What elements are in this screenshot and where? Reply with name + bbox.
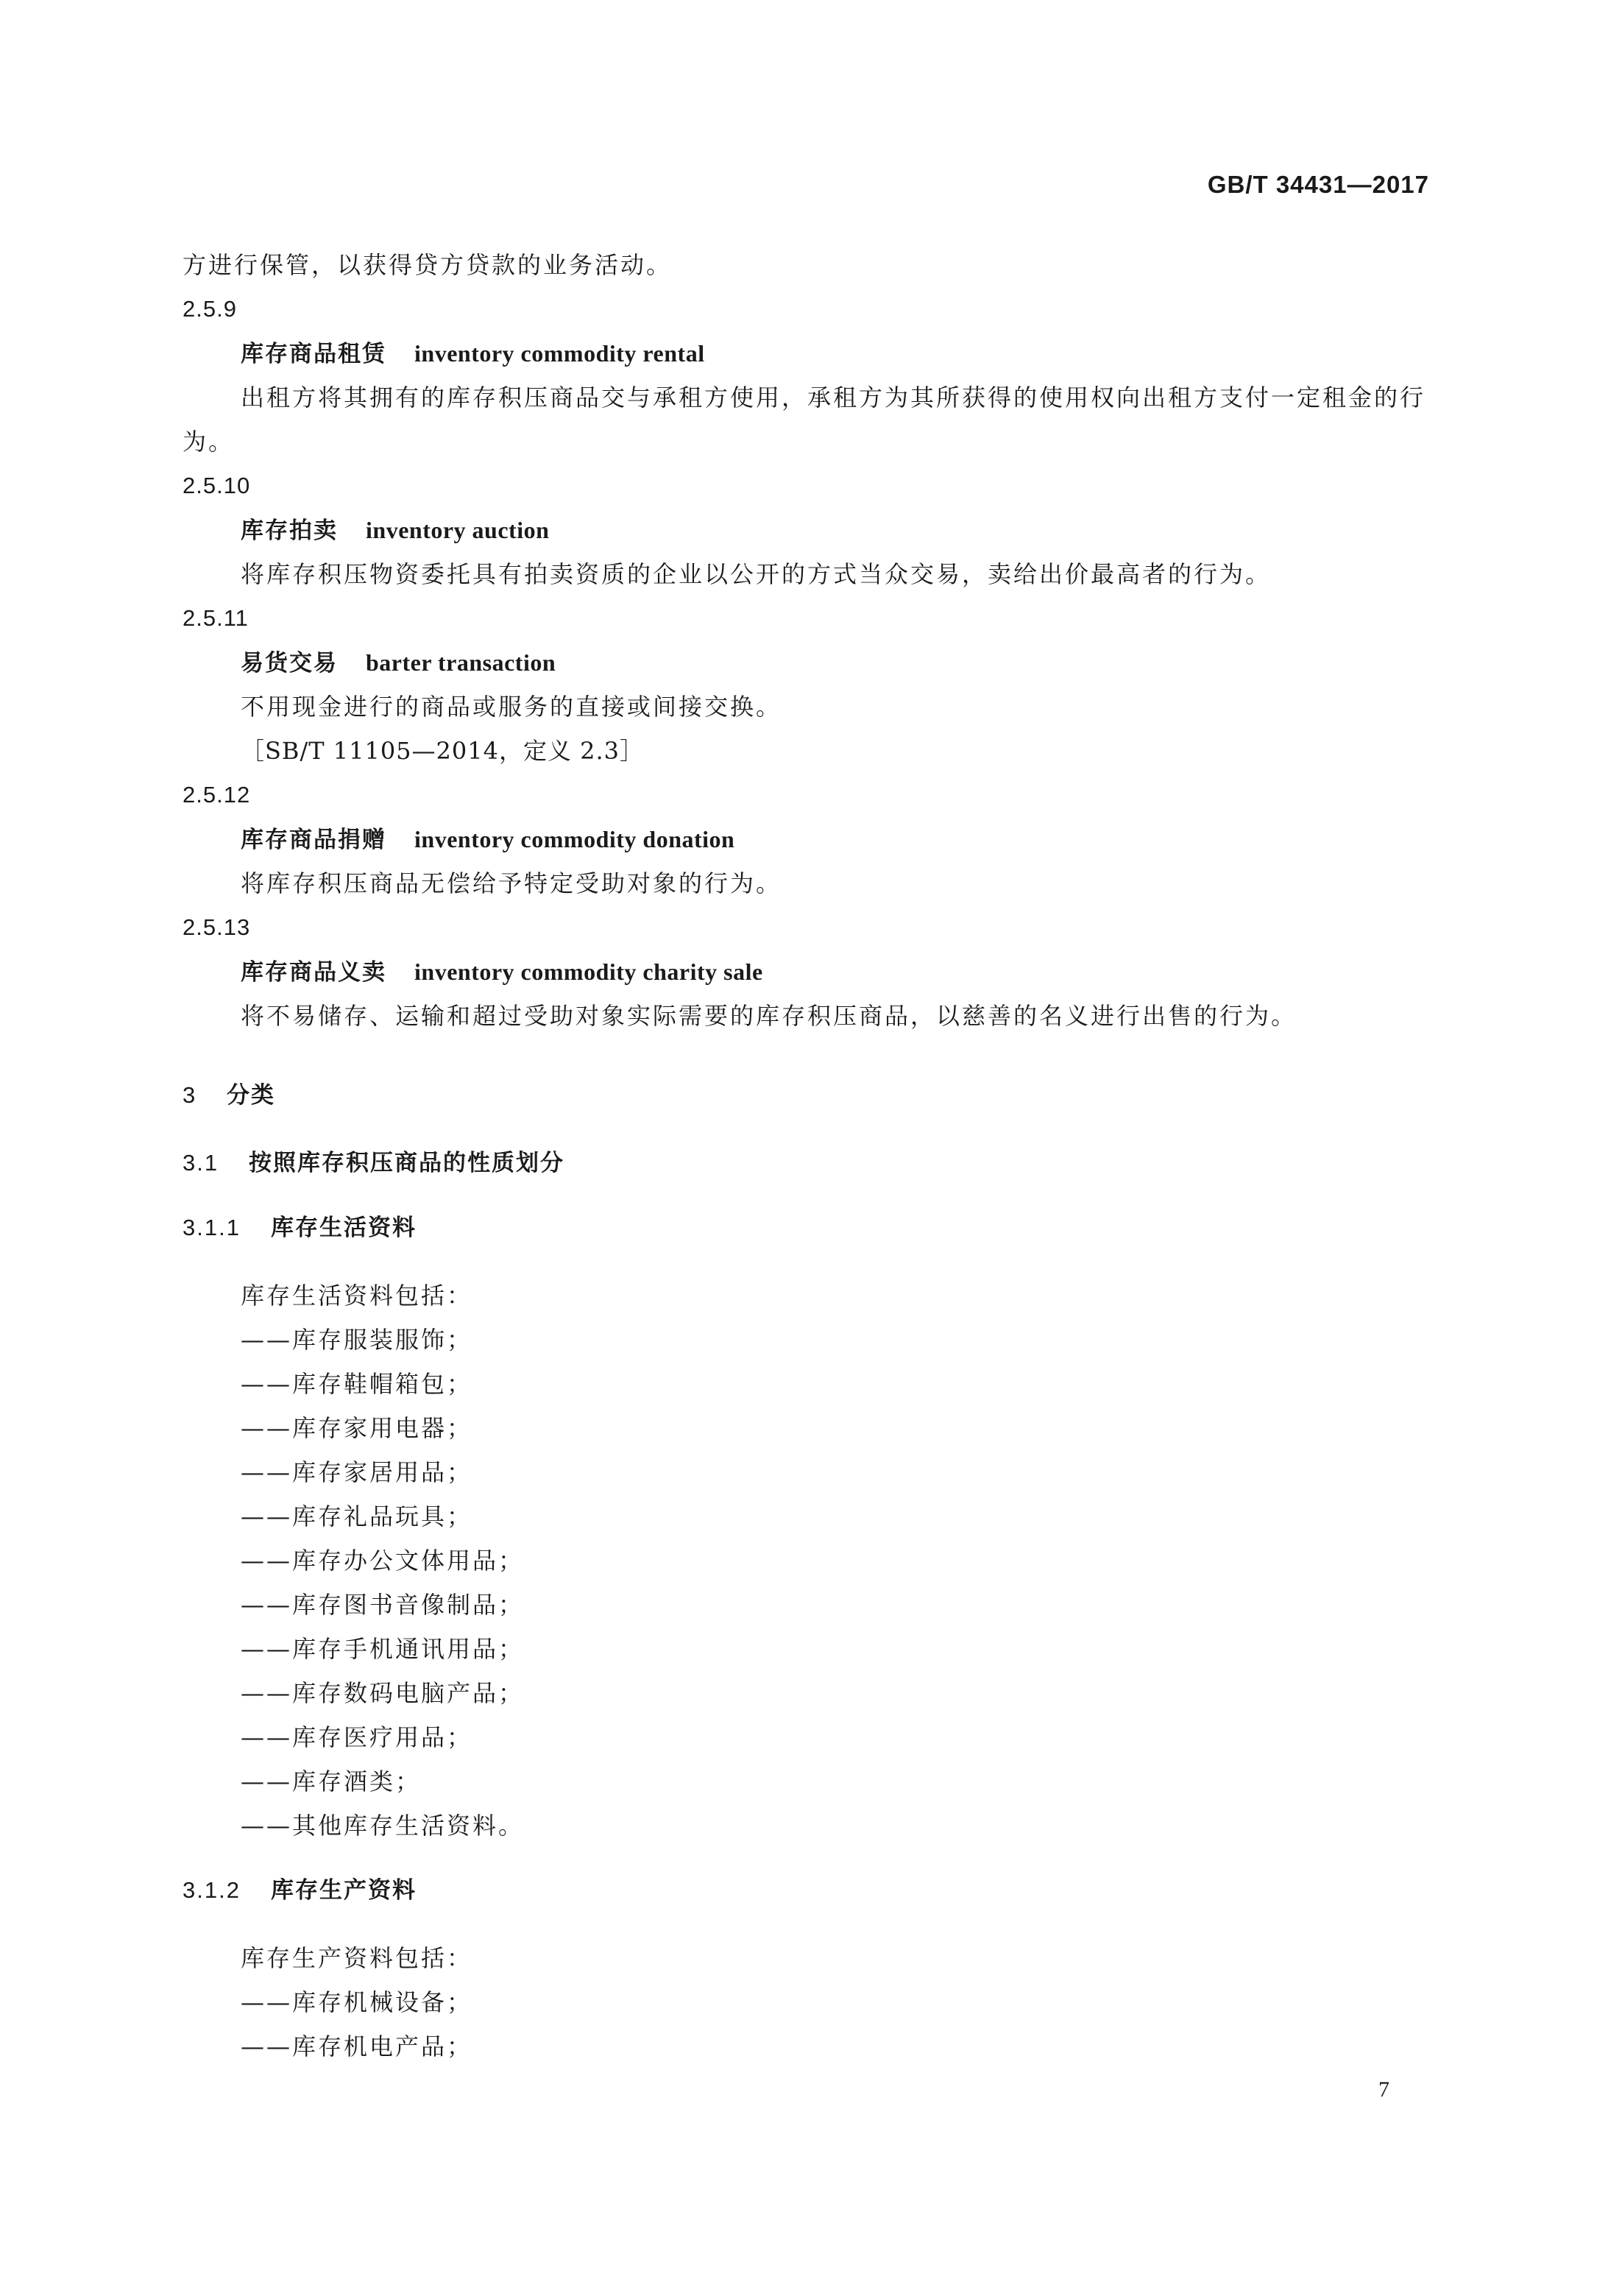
definition-2-5-12: 将库存积压商品无偿给予特定受助对象的行为。: [241, 869, 782, 897]
list-item: ——库存办公文体用品；: [241, 1547, 525, 1575]
section-number: 3.1: [183, 1150, 219, 1176]
list-item: ——库存家居用品；: [241, 1458, 473, 1486]
section-3-1-1-heading: [183, 1206, 1456, 1250]
list-item: ——其他库存生活资料。: [241, 1812, 525, 1840]
list-item: ——库存图书音像制品；: [241, 1591, 525, 1619]
clause-number-2-5-11: 2.5.11: [183, 605, 249, 631]
continued-paragraph: 方进行保管，以获得贷方贷款的业务活动。: [183, 251, 673, 279]
list-item: ——库存手机通讯用品；: [241, 1635, 525, 1663]
term-cn: 库存商品捐赠: [241, 827, 386, 853]
definition-2-5-9: 出租方将其拥有的库存积压商品交与承租方使用，承租方为其所获得的使用权向出租方支付一定租金的行为。: [183, 384, 1426, 456]
section-title: 库存生产资料: [271, 1877, 417, 1904]
definition-2-5-10: 将库存积压物资委托具有拍卖资质的企业以公开的方式当众交易，卖给出价最高者的行为。: [241, 560, 1272, 588]
term-en: barter transaction: [366, 649, 556, 676]
term-2-5-10: [183, 508, 1456, 552]
clause-number-2-5-13: 2.5.13: [183, 914, 251, 940]
list-item: ——库存机械设备；: [241, 1988, 473, 2016]
term-2-5-9: [183, 331, 1456, 375]
clause-number-2-5-9: 2.5.9: [183, 296, 237, 322]
reference-2-5-11: ［SB/T 11105—2014，定义 2.3］: [241, 737, 645, 765]
term-cn: 库存商品租赁: [241, 341, 386, 367]
clause-number-2-5-12: 2.5.12: [183, 782, 251, 808]
page-number: 7: [1378, 2077, 1389, 2102]
chapter-3-heading: [183, 1073, 1456, 1117]
term-2-5-13: [183, 950, 1456, 994]
spacer: [183, 1250, 1456, 1274]
section-title: 按照库存积压商品的性质划分: [249, 1150, 564, 1176]
section-number: 3.1.2: [183, 1877, 241, 1903]
section-3-1-heading: [183, 1141, 1456, 1185]
list-item: ——库存酒类；: [241, 1767, 422, 1795]
list-item: ——库存家用电器；: [241, 1414, 473, 1442]
section-number: 3.1.1: [183, 1215, 241, 1240]
term-en: inventory commodity donation: [414, 826, 735, 852]
term-cn: 库存商品义卖: [241, 959, 386, 986]
spacer: [183, 1912, 1456, 1936]
list-item: ——库存机电产品；: [241, 2032, 473, 2060]
spacer: [183, 1848, 1456, 1868]
list-item: ——库存服装服饰；: [241, 1326, 473, 1354]
term-en: inventory auction: [366, 517, 550, 543]
list-item: ——库存鞋帽箱包；: [241, 1370, 473, 1398]
list-item: ——库存礼品玩具；: [241, 1502, 473, 1530]
spacer: [183, 1038, 1456, 1073]
chapter-number: 3: [183, 1082, 197, 1108]
list-item: ——库存医疗用品；: [241, 1723, 473, 1751]
clause-number-2-5-10: 2.5.10: [183, 473, 251, 498]
list-3-1-1: [183, 1318, 1456, 1848]
term-en: inventory commodity rental: [414, 340, 705, 367]
list-intro-3-1-2: 库存生产资料包括：: [241, 1944, 473, 1972]
definition-2-5-13: 将不易储存、运输和超过受助对象实际需要的库存积压商品，以慈善的名义进行出售的行为。: [241, 1002, 1297, 1030]
section-title: 库存生活资料: [271, 1215, 417, 1241]
list-intro-3-1-1: 库存生活资料包括：: [241, 1282, 473, 1310]
standard-code: GB/T 34431—2017: [1207, 171, 1429, 198]
spacer: [183, 1185, 1456, 1206]
list-item: ——库存数码电脑产品；: [241, 1679, 525, 1707]
term-cn: 易货交易: [241, 650, 338, 677]
spacer: [183, 1117, 1456, 1141]
term-cn: 库存拍卖: [241, 518, 338, 544]
list-3-1-2: [183, 1980, 1456, 2069]
section-3-1-2-heading: [183, 1868, 1456, 1912]
term-en: inventory commodity charity sale: [414, 958, 763, 985]
term-2-5-11: [183, 640, 1456, 685]
term-2-5-12: [183, 817, 1456, 861]
definition-2-5-11: 不用现金进行的商品或服务的直接或间接交换。: [241, 693, 782, 721]
page-content: [183, 243, 1456, 2069]
chapter-title: 分类: [227, 1082, 275, 1109]
